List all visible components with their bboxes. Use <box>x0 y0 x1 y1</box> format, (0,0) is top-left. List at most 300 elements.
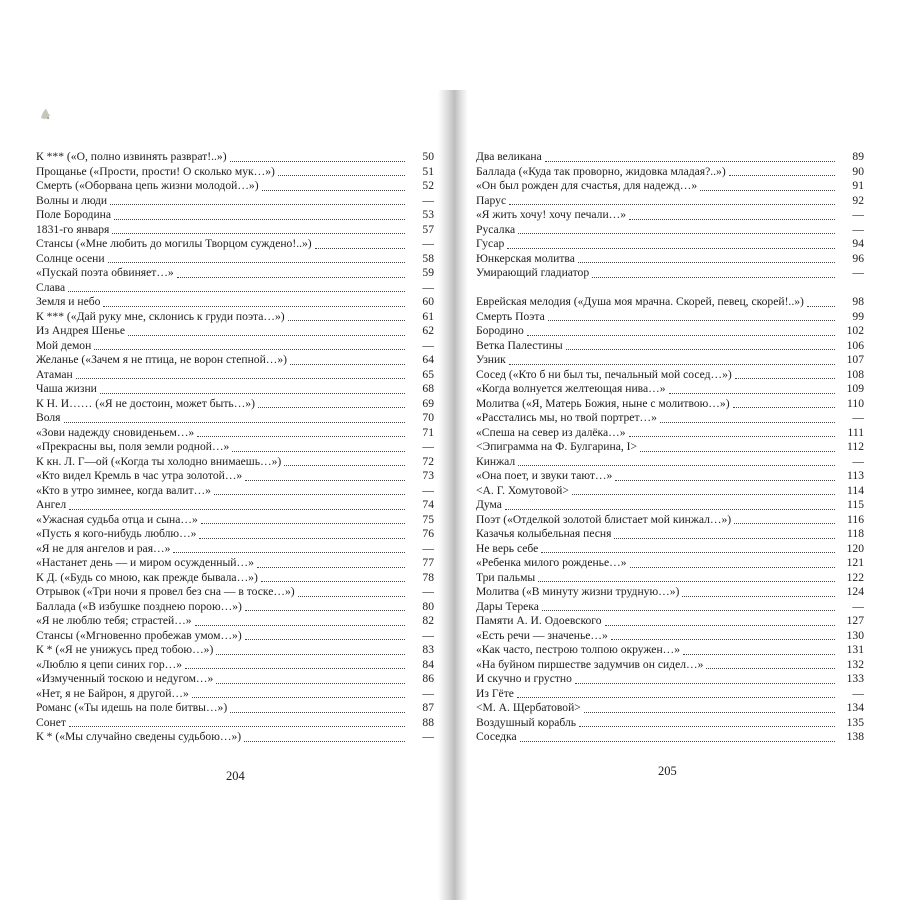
toc-entry <box>36 353 434 368</box>
toc-entry-page: — <box>852 454 864 468</box>
toc-entry <box>476 165 864 180</box>
toc-entry <box>36 266 434 281</box>
toc-entry <box>36 426 434 441</box>
dot-leader <box>262 190 405 191</box>
dot-leader <box>509 204 835 205</box>
toc-entry <box>476 658 864 673</box>
toc-entry-page: — <box>852 686 864 700</box>
toc-entry-title: Памяти А. И. Одоевского <box>476 614 602 627</box>
toc-entry-title: «Зови надежду сновиденьем…» <box>36 425 195 439</box>
toc-entry <box>476 208 864 223</box>
toc-entry-title: Ангел <box>36 498 67 511</box>
toc-entry-page: 115 <box>847 498 864 511</box>
toc-entry <box>476 194 864 209</box>
toc-entry-page: — <box>422 730 434 743</box>
dot-leader <box>257 567 405 568</box>
toc-entry-page: 133 <box>846 672 864 685</box>
toc-entry-title: «Измученный тоскою и недугом…» <box>36 672 214 685</box>
toc-entry-page: 61 <box>422 309 434 323</box>
toc-entry <box>476 556 864 571</box>
toc-entry <box>36 165 434 180</box>
dot-leader <box>584 712 835 713</box>
toc-entry-title: «Ужасная судьба отца и сына…» <box>36 512 198 526</box>
toc-entry-page: 73 <box>422 469 434 482</box>
toc-entry-page: 59 <box>422 266 434 279</box>
toc-entry <box>36 281 434 296</box>
dot-leader <box>261 581 405 582</box>
toc-entry <box>476 179 864 194</box>
toc-entry <box>476 455 864 470</box>
toc-entry-title: Дары Терека <box>476 599 539 613</box>
dot-leader <box>298 596 405 597</box>
toc-entry-page: 107 <box>846 353 864 366</box>
toc-entry-page: 138 <box>846 730 864 743</box>
toc-entry <box>36 295 434 310</box>
toc-entry-title: К *** («Дай руку мне, склонись к груди поэта…») <box>36 309 285 323</box>
toc-entry <box>36 716 434 731</box>
dot-leader <box>517 697 835 698</box>
toc-entry-title: Не верь себе <box>476 541 539 555</box>
toc-entry <box>476 310 864 325</box>
toc-entry-page: 60 <box>422 295 434 308</box>
dot-leader <box>128 335 405 336</box>
toc-entry <box>476 382 864 397</box>
toc-entry-title: Соседка <box>476 730 517 743</box>
dot-leader <box>605 625 835 626</box>
dot-leader <box>592 277 835 278</box>
toc-entry <box>476 252 864 267</box>
toc-entry-title: «Кто видел Кремль в час утра золотой…» <box>36 469 243 482</box>
toc-entry <box>36 469 434 484</box>
toc-entry-title: Парус <box>476 193 507 207</box>
toc-entry-title: Солнце осени <box>36 251 105 265</box>
toc-entry-page: 124 <box>846 585 864 598</box>
dot-leader <box>245 610 405 611</box>
toc-entry-page: 76 <box>422 527 434 540</box>
toc-entry-title: 1831-го января <box>36 222 110 236</box>
toc-entry <box>36 339 434 354</box>
toc-entry-title: Юнкерская молитва <box>476 251 575 265</box>
toc-entry-page: 113 <box>847 469 864 482</box>
dot-leader <box>199 538 405 539</box>
dot-leader <box>733 407 835 408</box>
toc-entry-page: 112 <box>847 440 864 453</box>
toc-entry <box>36 643 434 658</box>
toc-entry-title: Атаман <box>36 367 73 381</box>
toc-entry-title: «На буйном пиршестве задумчив он сидел…» <box>476 657 704 671</box>
dot-leader <box>216 654 405 655</box>
dot-leader <box>518 465 835 466</box>
toc-entry-title: И скучно и грустно <box>476 672 572 685</box>
toc-entry-page: 122 <box>846 570 864 584</box>
ink-smudge-icon <box>38 106 54 122</box>
toc-entry <box>36 223 434 238</box>
toc-entry <box>476 701 864 716</box>
toc-entry <box>36 600 434 615</box>
dot-leader <box>578 262 835 263</box>
toc-entry <box>36 629 434 644</box>
toc-entry <box>476 266 864 281</box>
toc-entry-page: — <box>422 193 434 207</box>
toc-entry-page: 57 <box>422 222 434 236</box>
toc-entry-title: Смерть Поэта <box>476 309 545 323</box>
dot-leader <box>177 277 405 278</box>
toc-entry <box>36 397 434 412</box>
toc-entry <box>36 252 434 267</box>
toc-entry-title: «Я жить хочу! хочу печали…» <box>476 208 627 221</box>
toc-entry-page: 69 <box>422 396 434 410</box>
toc-entry-title: Волны и люди <box>36 193 108 207</box>
toc-entry-page: — <box>422 483 434 497</box>
toc-entry-title: К *** («О, полно извинять разврат!..») <box>36 150 227 163</box>
toc-entry <box>36 730 434 745</box>
toc-entry-title: Баллада («Куда так проворно, жидовка младая?..») <box>476 164 726 178</box>
toc-entry <box>36 658 434 673</box>
toc-entry-title: Стансы («Мне любить до могилы Творцом суждено!..») <box>36 237 312 250</box>
toc-entry-page: — <box>422 237 434 250</box>
toc-entry-page: 99 <box>852 309 864 323</box>
toc-entry-title: «Пускай поэта обвиняет…» <box>36 266 174 279</box>
toc-entry-title: «Нет, я не Байрон, я другой…» <box>36 686 189 700</box>
dot-leader <box>69 726 405 727</box>
dot-leader <box>575 683 835 684</box>
toc-entry <box>36 194 434 209</box>
right-toc-list <box>476 150 864 745</box>
left-toc-list <box>36 150 434 745</box>
toc-entry <box>476 643 864 658</box>
toc-entry-title: Ветка Палестины <box>476 338 563 352</box>
toc-entry-title: К Н. И…… («Я не достоин, может быть…») <box>36 396 255 410</box>
toc-entry-page: 91 <box>852 179 864 192</box>
toc-entry-page: 134 <box>846 701 864 714</box>
toc-entry-page: 87 <box>422 701 434 714</box>
dot-leader <box>201 523 405 524</box>
right-page-number: 205 <box>658 764 677 778</box>
toc-entry-title: «Она поет, и звуки тают…» <box>476 469 613 482</box>
toc-entry <box>36 498 434 513</box>
toc-entry-title: Стансы («Мгновенно пробежав умом…») <box>36 628 242 642</box>
toc-entry <box>476 426 864 441</box>
toc-entry-title: <М. А. Щербатовой> <box>476 701 581 714</box>
toc-entry-title: Сонет <box>36 715 66 729</box>
toc-entry <box>476 716 864 731</box>
toc-entry <box>476 469 864 484</box>
toc-entry <box>36 440 434 455</box>
toc-entry-page: 90 <box>852 164 864 178</box>
toc-entry <box>476 672 864 687</box>
toc-entry <box>476 498 864 513</box>
toc-entry-page: — <box>422 686 434 700</box>
dot-leader <box>807 306 835 307</box>
toc-entry-title: «Прекрасны вы, поля земли родной…» <box>36 440 230 453</box>
toc-entry-page: 116 <box>847 512 864 526</box>
toc-entry-page: 64 <box>422 353 434 366</box>
toc-entry-page: 78 <box>422 570 434 584</box>
toc-entry <box>476 281 864 310</box>
toc-entry-title: Сосед («Кто б ни был ты, печальный мой сосед…») <box>476 367 732 381</box>
dot-leader <box>110 204 405 205</box>
toc-entry <box>36 179 434 194</box>
toc-entry-page: 102 <box>846 324 864 337</box>
dot-leader <box>185 668 405 669</box>
toc-entry-title: Гусар <box>476 237 505 250</box>
toc-entry-page: 96 <box>852 251 864 265</box>
toc-entry <box>36 368 434 383</box>
toc-entry-page: 68 <box>422 382 434 395</box>
dot-leader <box>611 639 835 640</box>
dot-leader <box>660 422 835 423</box>
dot-leader <box>734 523 835 524</box>
dot-leader <box>245 639 405 640</box>
toc-entry <box>476 527 864 542</box>
dot-leader <box>700 190 835 191</box>
dot-leader <box>64 422 406 423</box>
dot-leader <box>615 480 835 481</box>
toc-entry-page: 70 <box>422 411 434 424</box>
toc-entry <box>476 687 864 702</box>
toc-entry-title: «Спеша на север из далёка…» <box>476 425 626 439</box>
dot-leader <box>640 451 835 452</box>
dot-leader <box>682 596 835 597</box>
toc-entry-page: — <box>422 541 434 555</box>
dot-leader <box>566 349 835 350</box>
toc-entry-page: — <box>422 628 434 642</box>
toc-entry-page: 109 <box>846 382 864 395</box>
toc-entry <box>476 614 864 629</box>
toc-entry <box>36 411 434 426</box>
toc-entry <box>476 339 864 354</box>
toc-entry <box>476 353 864 368</box>
dot-leader <box>69 509 405 510</box>
toc-entry-page: 114 <box>847 483 864 497</box>
toc-entry-page: 110 <box>847 396 864 410</box>
toc-entry <box>476 440 864 455</box>
dot-leader <box>315 248 405 249</box>
toc-entry-title: К кн. Л. Г—ой («Когда ты холодно внимаешь…») <box>36 454 282 468</box>
toc-entry-title: Кинжал <box>476 454 516 468</box>
dot-leader <box>76 378 405 379</box>
toc-entry-title: <Эпиграмма на Ф. Булгарина, I> <box>476 440 638 453</box>
dot-leader <box>195 625 405 626</box>
toc-entry-page: 132 <box>846 657 864 671</box>
toc-entry-page: — <box>422 440 434 453</box>
toc-entry <box>36 687 434 702</box>
toc-entry <box>476 542 864 557</box>
toc-entry-title: «Настанет день — и миром осужденный…» <box>36 556 254 569</box>
toc-entry-page: 94 <box>852 237 864 250</box>
toc-entry-page: 111 <box>847 425 864 439</box>
toc-entry <box>36 527 434 542</box>
toc-entry <box>36 556 434 571</box>
toc-entry-title: К Д. («Будь со мною, как прежде бывала…») <box>36 570 258 584</box>
toc-entry <box>476 513 864 528</box>
toc-entry-title: Узник <box>476 353 506 366</box>
toc-entry <box>476 629 864 644</box>
toc-entry-title: «Ребенка милого рожденье…» <box>476 556 627 569</box>
toc-entry-page: 118 <box>847 527 864 540</box>
toc-entry-title: Русалка <box>476 222 516 236</box>
toc-entry-page: 77 <box>422 556 434 569</box>
toc-entry-page: 50 <box>422 150 434 163</box>
toc-entry-page: 83 <box>422 643 434 656</box>
toc-entry <box>36 237 434 252</box>
toc-entry-title: Дума <box>476 498 502 511</box>
dot-leader <box>230 712 405 713</box>
toc-entry-page: 131 <box>846 643 864 656</box>
toc-entry <box>476 585 864 600</box>
toc-entry-page: 62 <box>422 324 434 337</box>
toc-entry-title: Воздушный корабль <box>476 715 577 729</box>
dot-leader <box>729 175 835 176</box>
toc-entry-title: Прощанье («Прости, прости! О сколько мук…») <box>36 164 275 178</box>
toc-entry <box>36 585 434 600</box>
toc-entry-page: 120 <box>846 541 864 555</box>
toc-entry-page: 92 <box>852 193 864 207</box>
dot-leader <box>630 567 835 568</box>
dot-leader <box>507 248 835 249</box>
toc-entry-page: 53 <box>422 208 434 221</box>
toc-entry-title: Три пальмы <box>476 570 536 584</box>
book-gutter <box>438 90 468 900</box>
dot-leader <box>541 552 835 553</box>
toc-entry-page: 52 <box>422 179 434 192</box>
right-page <box>476 150 864 745</box>
dot-leader <box>278 175 405 176</box>
dot-leader <box>548 320 835 321</box>
toc-entry <box>476 571 864 586</box>
toc-entry-page: — <box>852 411 864 424</box>
dot-leader <box>572 494 835 495</box>
toc-entry-title: Поле Бородина <box>36 208 112 221</box>
toc-entry-page: 58 <box>422 251 434 265</box>
toc-entry <box>36 513 434 528</box>
dot-leader <box>284 465 405 466</box>
dot-leader <box>509 364 835 365</box>
toc-entry-title: «Когда волнуется желтеющая нива…» <box>476 382 666 395</box>
dot-leader <box>94 349 405 350</box>
toc-entry-page: — <box>852 208 864 221</box>
toc-entry-title: «Как часто, пестрою толпою окружен…» <box>476 643 681 656</box>
toc-entry-title: Поэт («Отделкой золотой блистает мой кинжал…») <box>476 512 732 526</box>
toc-entry-title: Чаша жизни <box>36 382 97 395</box>
toc-entry-page: 88 <box>422 715 434 729</box>
dot-leader <box>527 335 835 336</box>
dot-leader <box>545 161 835 162</box>
toc-entry-title: К * («Мы случайно сведены судьбою…») <box>36 730 242 743</box>
toc-entry-page: 135 <box>846 715 864 729</box>
toc-entry-page: — <box>852 266 864 279</box>
toc-entry-page: 71 <box>422 425 434 439</box>
dot-leader <box>100 393 405 394</box>
dot-leader <box>173 552 405 553</box>
toc-entry-page: 84 <box>422 657 434 671</box>
dot-leader <box>706 668 835 669</box>
toc-entry <box>476 368 864 383</box>
toc-entry-title: «Есть речи — значенье…» <box>476 628 608 642</box>
dot-leader <box>258 407 405 408</box>
toc-entry-title: Два великана <box>476 150 542 163</box>
toc-entry-title: Романс («Ты идешь на поле битвы…») <box>36 701 228 714</box>
toc-entry-page: 130 <box>846 628 864 642</box>
toc-entry-title: Отрывок («Три ночи я провел без сна — в тоске…») <box>36 585 295 598</box>
toc-entry-page: — <box>852 599 864 613</box>
toc-entry-page: — <box>422 585 434 598</box>
dot-leader <box>518 233 835 234</box>
toc-entry <box>36 484 434 499</box>
toc-entry-title: <А. Г. Хомутовой> <box>476 483 569 497</box>
dot-leader <box>214 494 405 495</box>
toc-entry-page: 75 <box>422 512 434 526</box>
dot-leader <box>288 320 405 321</box>
dot-leader <box>230 161 405 162</box>
toc-entry-title: Смерть («Оборвана цепь жизни молодой…») <box>36 179 259 192</box>
toc-entry <box>36 310 434 325</box>
toc-entry <box>36 701 434 716</box>
dot-leader <box>290 364 405 365</box>
dot-leader <box>245 480 405 481</box>
toc-entry-page: 98 <box>852 295 864 308</box>
toc-entry-page: 86 <box>422 672 434 685</box>
toc-entry-page: 74 <box>422 498 434 511</box>
toc-entry <box>476 237 864 252</box>
toc-entry-title: К * («Я не унижусь пред тобою…») <box>36 643 214 656</box>
toc-entry-page: 82 <box>422 614 434 627</box>
dot-leader <box>108 262 405 263</box>
dot-leader <box>244 741 405 742</box>
dot-leader <box>579 726 835 727</box>
dot-leader <box>197 436 405 437</box>
toc-entry-title: Молитва («Я, Матерь Божия, ныне с молитвою…») <box>476 396 730 410</box>
dot-leader <box>629 436 835 437</box>
toc-entry-title: «Я не люблю тебя; страстей…» <box>36 614 192 627</box>
toc-entry-page: 108 <box>846 367 864 381</box>
toc-entry <box>36 324 434 339</box>
left-page <box>36 150 434 745</box>
toc-entry-page: — <box>852 222 864 236</box>
dot-leader <box>735 378 835 379</box>
toc-entry <box>476 397 864 412</box>
toc-entry-title: Умирающий гладиатор <box>476 266 590 279</box>
toc-entry <box>36 672 434 687</box>
toc-entry-title: Воля <box>36 411 61 424</box>
toc-entry <box>36 382 434 397</box>
toc-entry <box>476 484 864 499</box>
toc-entry <box>476 150 864 165</box>
toc-entry <box>36 542 434 557</box>
dot-leader <box>114 219 405 220</box>
toc-entry-title: Казачья колыбельная песня <box>476 527 612 540</box>
toc-entry-title: Баллада («В избушке позднею порою…») <box>36 599 242 613</box>
toc-entry-page: 80 <box>422 599 434 613</box>
toc-entry-title: Из Андрея Шенье <box>36 324 125 337</box>
dot-leader <box>68 291 405 292</box>
dot-leader <box>112 233 405 234</box>
dot-leader <box>216 683 405 684</box>
toc-entry-page: 89 <box>852 150 864 163</box>
dot-leader <box>542 610 835 611</box>
toc-entry-page: 65 <box>422 367 434 381</box>
toc-entry-title: Бородино <box>476 324 524 337</box>
toc-entry <box>36 208 434 223</box>
toc-entry-page: 106 <box>846 338 864 352</box>
toc-entry-page: — <box>422 280 434 294</box>
toc-entry <box>476 411 864 426</box>
dot-leader <box>103 306 405 307</box>
left-page-number: 204 <box>226 769 245 783</box>
toc-entry-page: 121 <box>846 556 864 569</box>
toc-entry-page: — <box>422 338 434 352</box>
dot-leader <box>232 451 405 452</box>
